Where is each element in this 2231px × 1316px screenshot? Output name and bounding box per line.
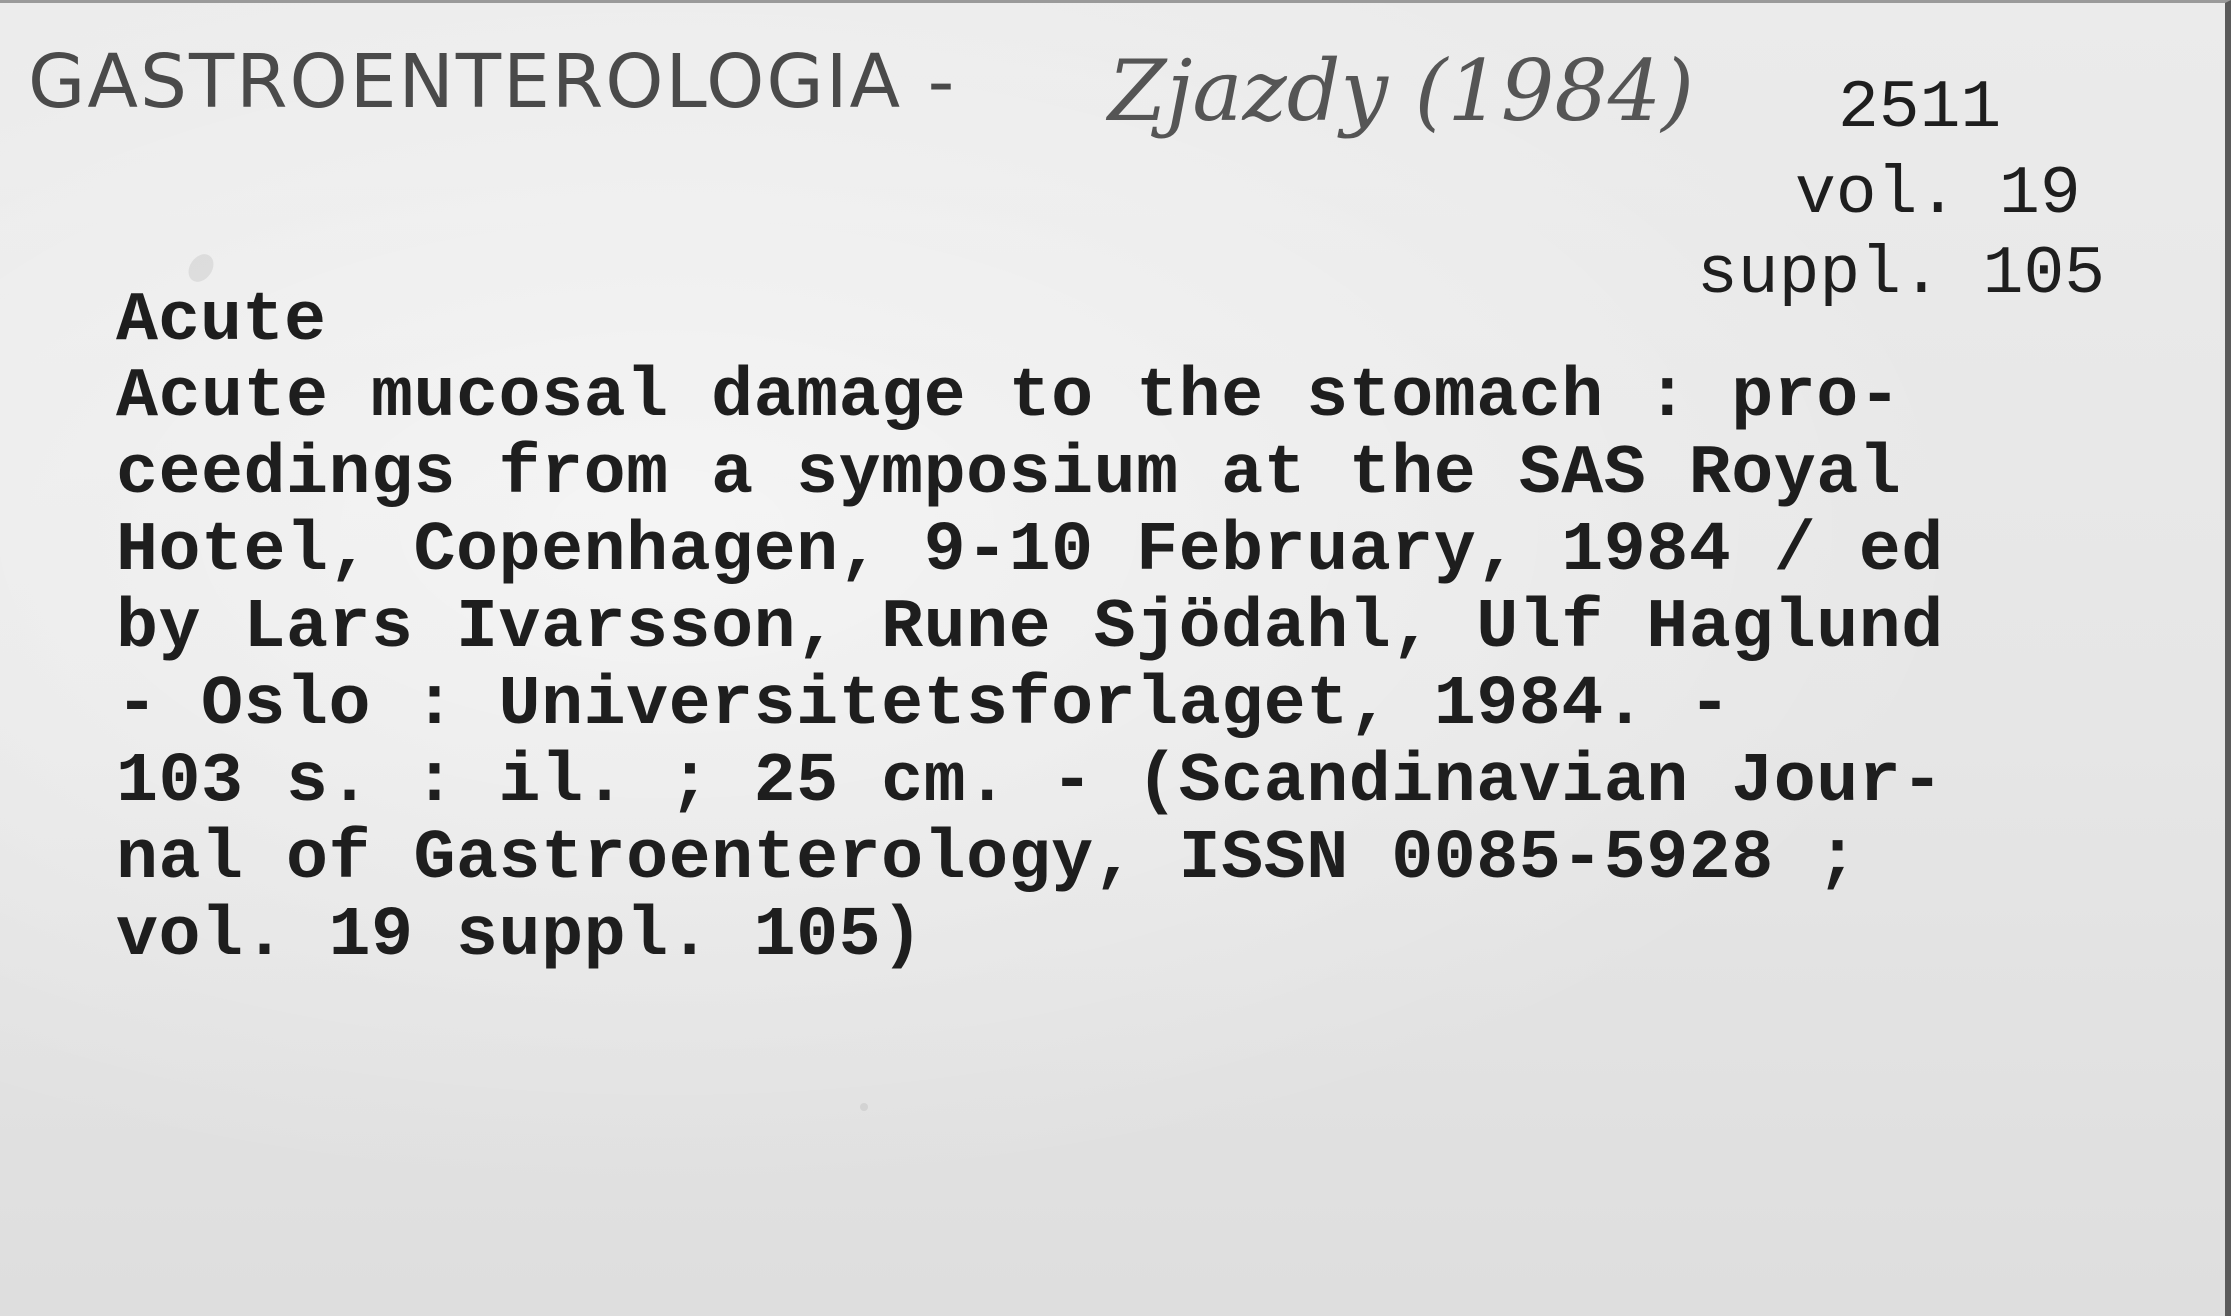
call-number-supplement: suppl. 105	[1697, 236, 2106, 313]
description-line: Acute mucosal damage to the stomach : pro-	[116, 358, 1902, 437]
entry-word: Acute	[116, 282, 327, 361]
description-line: nal of Gastroenterology, ISSN 0085-5928 ;	[116, 820, 1859, 899]
call-number-shelfmark: 2511	[1838, 70, 2002, 147]
subject-heading: GASTROENTEROLOGIA -	[28, 39, 957, 125]
description-line: Hotel, Copenhagen, 9-10 February, 1984 / ed	[116, 512, 1944, 591]
description-line: vol. 19 suppl. 105)	[116, 897, 924, 976]
smudge-mark	[860, 1103, 868, 1111]
call-number-volume: vol. 19	[1795, 156, 2081, 233]
description-line: 103 s. : il. ; 25 cm. - (Scandinavian Jour-	[116, 743, 1944, 822]
handwritten-note: Zjazdy (1984)	[1108, 42, 1694, 140]
description-line: ceedings from a symposium at the SAS Royal	[116, 435, 1902, 514]
description-line: - Oslo : Universitetsforlaget, 1984. -	[116, 666, 1732, 745]
description-line: by Lars Ivarsson, Rune Sjödahl, Ulf Haglund	[116, 589, 1944, 668]
